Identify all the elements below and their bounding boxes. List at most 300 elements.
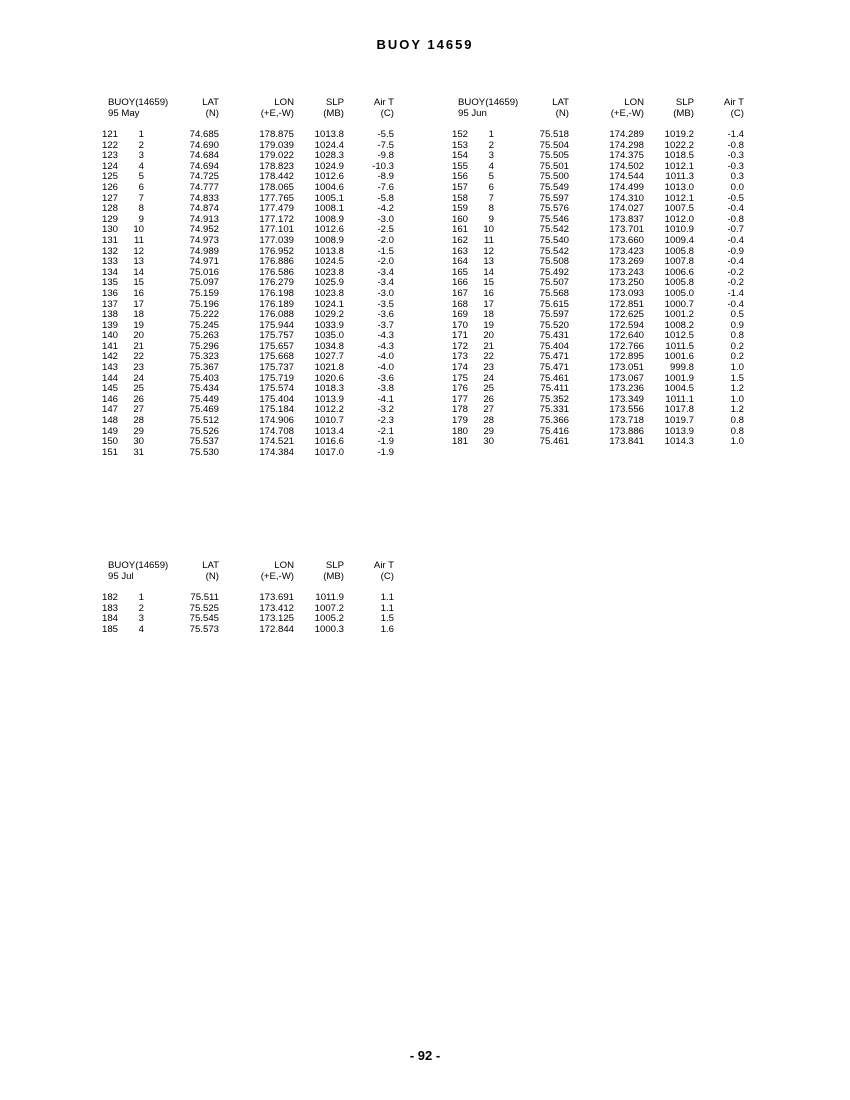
header-slp: SLP [325,560,344,571]
cell-lon: 173.718 [609,415,644,427]
cell-air-temp: -0.4 [727,234,744,246]
header-lat-unit: (N) [205,107,219,119]
cell-day-of-year: 183 [102,602,119,614]
cell-day-of-year: 154 [452,150,469,162]
header-lat: LAT [202,560,219,571]
header-air-unit: (C) [380,107,394,119]
cell-day: 2 [488,139,494,151]
cell-air-temp: -8.9 [377,171,394,183]
cell-air-temp: -0.3 [727,150,744,162]
cell-slp: 1013.8 [314,245,344,257]
cell-day: 1 [488,129,494,140]
cell-day: 28 [133,415,144,427]
cell-air-temp: 1.5 [730,372,744,384]
cell-air-temp: -7.5 [377,139,394,151]
cell-lon: 176.586 [259,266,294,278]
cell-lon: 172.625 [609,309,644,321]
cell-air-temp: -0.7 [727,224,744,236]
cell-slp: 1011.9 [315,592,344,603]
cell-day: 3 [138,613,144,625]
cell-day: 29 [483,425,494,437]
cell-day-of-year: 125 [102,171,119,183]
cell-day-of-year: 124 [102,160,119,172]
cell-day-of-year: 152 [452,129,469,140]
cell-lat: 75.504 [539,139,569,151]
cell-lat: 75.245 [189,319,219,331]
cell-lat: 75.573 [189,623,219,635]
cell-day: 24 [133,372,144,384]
cell-lat: 75.296 [189,340,219,352]
cell-day: 16 [133,287,144,299]
cell-lon: 179.022 [259,150,294,162]
cell-day-of-year: 164 [452,256,469,268]
cell-day-of-year: 170 [452,319,469,331]
cell-day: 7 [488,192,494,204]
cell-slp: 1020.6 [314,372,344,384]
cell-lat: 75.546 [539,213,569,225]
cell-lon: 174.375 [609,150,644,162]
cell-day-of-year: 162 [452,234,469,246]
cell-slp: 1007.5 [664,203,694,215]
cell-lon: 175.757 [259,330,294,342]
cell-day-of-year: 130 [102,224,119,236]
cell-slp: 1000.7 [664,298,694,310]
cell-day-of-year: 135 [102,277,119,289]
cell-air-temp: -9.8 [377,150,394,162]
cell-lat: 75.537 [189,436,219,448]
cell-lon: 176.952 [259,245,294,257]
cell-slp: 1001.6 [664,351,694,363]
cell-day-of-year: 176 [452,383,469,395]
cell-day-of-year: 137 [102,298,119,310]
cell-lon: 178.442 [259,171,294,183]
header-lon: LON [274,97,294,108]
cell-slp: 1008.2 [664,319,694,331]
cell-lat: 75.471 [539,351,569,363]
header-month: 95 Jul [108,570,134,582]
cell-day: 19 [483,319,494,331]
cell-day-of-year: 138 [102,309,119,321]
cell-slp: 1024.1 [314,298,344,310]
cell-day: 10 [133,224,144,236]
cell-slp: 1005.1 [314,192,344,204]
cell-day: 19 [133,319,144,331]
cell-air-temp: -3.6 [377,309,394,321]
cell-slp: 1028.3 [314,150,344,162]
cell-air-temp: 0.9 [730,319,744,331]
cell-lon: 177.479 [259,203,294,215]
cell-lon: 172.895 [609,351,644,363]
cell-air-temp: -0.3 [727,160,744,172]
cell-day: 11 [484,234,494,246]
cell-lon: 173.051 [609,362,644,374]
cell-day: 6 [488,181,494,193]
cell-lon: 173.125 [259,613,294,625]
cell-lon: 173.886 [609,425,644,437]
cell-slp: 1014.3 [664,436,694,448]
cell-air-temp: 1.2 [730,383,744,395]
header-slp-unit: (MB) [323,107,344,119]
cell-day: 20 [483,330,494,342]
cell-air-temp: -0.2 [727,277,744,289]
cell-lat: 75.352 [539,393,569,405]
cell-day-of-year: 151 [102,446,119,458]
cell-day: 30 [133,436,144,448]
cell-lat: 74.694 [189,160,219,172]
header-month: 95 May [108,107,140,119]
header-air-unit: (C) [380,570,394,582]
cell-day: 1 [138,592,144,603]
cell-day: 28 [483,415,494,427]
cell-day-of-year: 158 [452,192,469,204]
cell-air-temp: -2.1 [377,425,394,437]
cell-day: 17 [133,298,144,310]
cell-day: 30 [483,436,494,448]
cell-air-temp: -4.0 [377,351,394,363]
cell-air-temp: -4.0 [377,362,394,374]
cell-lon: 174.708 [259,425,294,437]
cell-day: 4 [138,623,144,635]
header-lon: LON [274,560,294,571]
cell-lat: 74.685 [189,129,219,140]
cell-lat: 75.542 [539,245,569,257]
cell-slp: 1034.8 [314,340,344,352]
cell-day: 12 [483,245,494,257]
cell-air-temp: -10.3 [372,160,394,172]
cell-day-of-year: 147 [102,404,119,416]
cell-slp: 1008.9 [314,234,344,246]
cell-day-of-year: 141 [102,340,119,352]
cell-day: 16 [483,287,494,299]
cell-slp: 1012.1 [664,160,694,172]
cell-air-temp: 0.8 [730,330,744,342]
header-air-unit: (C) [730,107,744,119]
cell-day-of-year: 153 [452,139,469,151]
cell-day-of-year: 166 [452,277,469,289]
cell-day: 9 [138,213,144,225]
cell-day-of-year: 139 [102,319,119,331]
cell-lon: 175.404 [259,393,294,405]
cell-day: 23 [133,362,144,374]
cell-air-temp: -0.8 [727,139,744,151]
cell-air-temp: -0.5 [727,192,744,204]
cell-day: 5 [138,171,144,183]
cell-day-of-year: 149 [102,425,119,437]
cell-lat: 75.518 [539,129,569,140]
cell-air-temp: -2.3 [377,415,394,427]
cell-day: 22 [133,351,144,363]
cell-air-temp: -1.9 [377,446,394,458]
cell-lat: 75.512 [189,415,219,427]
cell-lon: 173.067 [609,372,644,384]
cell-air-temp: 0.8 [730,425,744,437]
cell-slp: 1005.8 [664,245,694,257]
header-air: Air T [723,97,744,108]
cell-lon: 174.544 [609,171,644,183]
cell-day-of-year: 181 [452,436,469,448]
cell-day: 8 [488,203,494,215]
header-slp-unit: (MB) [673,107,694,119]
cell-day-of-year: 146 [102,393,119,405]
cell-air-temp: 1.2 [730,404,744,416]
cell-day-of-year: 132 [102,245,119,257]
cell-day-of-year: 144 [102,372,119,384]
cell-air-temp: -1.4 [727,129,744,140]
cell-day: 1 [138,129,144,140]
cell-lat: 74.690 [189,139,219,151]
cell-lon: 172.594 [609,319,644,331]
cell-air-temp: 1.0 [730,362,744,374]
cell-day: 15 [483,277,494,289]
cell-slp: 1007.8 [664,256,694,268]
cell-day: 22 [483,351,494,363]
cell-day-of-year: 172 [452,340,469,352]
cell-day-of-year: 121 [102,129,119,140]
cell-air-temp: 0.8 [730,415,744,427]
cell-lon: 175.737 [259,362,294,374]
cell-air-temp: -3.4 [377,266,394,278]
cell-slp: 1029.2 [314,309,344,321]
cell-air-temp: -3.0 [377,213,394,225]
cell-day: 25 [133,383,144,395]
cell-lon: 178.875 [259,129,294,140]
header-air: Air T [373,97,394,108]
header-lon-unit: (+E,-W) [610,107,644,119]
cell-slp: 1009.4 [664,234,694,246]
cell-slp: 1012.6 [314,224,344,236]
cell-day: 20 [133,330,144,342]
cell-day-of-year: 143 [102,362,119,374]
cell-day: 26 [133,393,144,405]
cell-lon: 174.521 [259,436,294,448]
header-lon: LON [624,97,644,108]
cell-slp: 1024.4 [314,139,344,151]
cell-air-temp: -3.4 [377,277,394,289]
cell-day: 26 [483,393,494,405]
cell-slp: 1013.0 [664,181,694,193]
cell-day: 5 [488,171,494,183]
cell-air-temp: -5.8 [377,192,394,204]
cell-air-temp: -2.5 [377,224,394,236]
cell-slp: 1004.5 [664,383,694,395]
cell-day: 27 [483,404,494,416]
cell-day: 18 [483,309,494,321]
cell-slp: 1013.8 [314,129,344,140]
cell-lon: 174.298 [609,139,644,151]
cell-slp: 1013.4 [314,425,344,437]
cell-lat: 75.403 [189,372,219,384]
cell-lon: 174.310 [609,192,644,204]
cell-lat: 75.508 [539,256,569,268]
cell-lon: 175.668 [259,351,294,363]
cell-air-temp: 1.6 [380,623,394,635]
cell-slp: 1012.5 [664,330,694,342]
cell-slp: 1023.8 [314,287,344,299]
cell-lat: 75.449 [189,393,219,405]
cell-air-temp: 1.5 [380,613,394,625]
cell-air-temp: -0.2 [727,266,744,278]
cell-air-temp: -3.0 [377,287,394,299]
cell-lon: 174.027 [609,203,644,215]
cell-day: 14 [133,266,144,278]
cell-lon: 174.384 [259,446,294,458]
cell-day: 27 [133,404,144,416]
cell-air-temp: -2.0 [377,256,394,268]
header-slp: SLP [325,97,344,108]
cell-day: 31 [133,446,144,458]
cell-lat: 75.411 [540,383,569,395]
header-slp-unit: (MB) [323,570,344,582]
cell-day: 2 [138,139,144,151]
cell-day: 12 [133,245,144,257]
cell-lat: 75.222 [189,309,219,321]
cell-day-of-year: 185 [102,623,119,635]
cell-slp: 1001.9 [664,372,694,384]
cell-slp: 1005.0 [664,287,694,299]
cell-lon: 174.906 [259,415,294,427]
cell-day: 7 [138,192,144,204]
page-title: BUOY 14659 [376,37,474,52]
cell-lon: 172.766 [609,340,644,352]
cell-lat: 75.540 [539,234,569,246]
cell-lon: 173.691 [259,592,294,603]
cell-lon: 173.423 [609,245,644,257]
header-lat-unit: (N) [205,570,219,582]
header-lon-unit: (+E,-W) [260,570,294,582]
cell-day-of-year: 122 [102,139,119,151]
cell-slp: 1021.8 [314,362,344,374]
cell-day: 13 [133,256,144,268]
cell-air-temp: 0.0 [730,181,744,193]
cell-slp: 1012.6 [314,171,344,183]
cell-day: 11 [134,234,144,246]
cell-day-of-year: 156 [452,171,469,183]
cell-lon: 176.279 [259,277,294,289]
cell-air-temp: 0.2 [730,340,744,352]
cell-air-temp: -0.8 [727,213,744,225]
cell-slp: 1012.0 [664,213,694,225]
cell-day: 10 [483,224,494,236]
cell-lon: 176.189 [259,298,294,310]
cell-lat: 74.973 [189,234,219,246]
cell-day-of-year: 157 [452,181,469,193]
cell-air-temp: 0.2 [730,351,744,363]
cell-lon: 172.844 [259,623,294,635]
cell-air-temp: 1.0 [730,436,744,448]
cell-slp: 1008.9 [314,213,344,225]
cell-air-temp: -1.5 [377,245,394,257]
cell-day: 4 [488,160,494,172]
cell-lat: 75.576 [539,203,569,215]
cell-slp: 1033.9 [314,319,344,331]
header-buoy: BUOY(14659) [458,97,519,108]
cell-day: 6 [138,181,144,193]
cell-day-of-year: 126 [102,181,119,193]
cell-lon: 174.502 [609,160,644,172]
cell-lat: 75.366 [539,415,569,427]
cell-lon: 173.236 [609,383,644,395]
cell-lat: 74.684 [189,150,219,162]
cell-air-temp: -4.2 [377,203,394,215]
cell-air-temp: -2.0 [377,234,394,246]
header-buoy: BUOY(14659) [108,560,169,571]
cell-lat: 75.159 [189,287,219,299]
cell-day-of-year: 165 [452,266,469,278]
cell-lat: 75.526 [189,425,219,437]
cell-air-temp: -1.9 [377,436,394,448]
cell-slp: 1008.1 [314,203,344,215]
cell-air-temp: -3.8 [377,383,394,395]
cell-air-temp: -4.1 [377,393,394,405]
cell-air-temp: -4.3 [377,340,394,352]
cell-day: 17 [483,298,494,310]
cell-slp: 1019.7 [664,415,694,427]
cell-slp: 1027.7 [314,351,344,363]
cell-day: 21 [483,340,494,352]
cell-day-of-year: 175 [452,372,469,384]
cell-slp: 1000.3 [314,623,344,635]
cell-slp: 1017.8 [664,404,694,416]
cell-lon: 172.640 [609,330,644,342]
header-lat-unit: (N) [555,107,569,119]
cell-lon: 175.657 [259,340,294,352]
cell-lat: 75.196 [189,298,219,310]
cell-lon: 177.765 [259,192,294,204]
cell-lat: 75.545 [189,613,219,625]
cell-lon: 173.837 [609,213,644,225]
cell-lat: 75.404 [539,340,569,352]
cell-air-temp: 0.3 [730,171,744,183]
cell-lon: 173.412 [259,602,294,614]
cell-lat: 74.913 [189,213,219,225]
cell-day-of-year: 127 [102,192,119,204]
cell-slp: 1019.2 [664,129,694,140]
cell-day-of-year: 180 [452,425,469,437]
cell-day-of-year: 174 [452,362,469,374]
cell-slp: 1006.6 [664,266,694,278]
cell-slp: 1023.8 [314,266,344,278]
cell-day-of-year: 123 [102,150,119,162]
cell-day-of-year: 173 [452,351,469,363]
cell-slp: 1013.9 [314,393,344,405]
cell-lon: 177.039 [259,234,294,246]
header-air: Air T [373,560,394,571]
cell-slp: 1025.9 [314,277,344,289]
cell-day: 2 [138,602,144,614]
cell-lat: 75.016 [189,266,219,278]
cell-slp: 1011.1 [665,393,694,405]
cell-lon: 173.349 [609,393,644,405]
cell-lat: 75.461 [539,372,569,384]
cell-day-of-year: 161 [452,224,469,236]
cell-day: 8 [138,203,144,215]
cell-day-of-year: 155 [452,160,469,172]
cell-day-of-year: 177 [452,393,469,405]
cell-lon: 175.184 [259,404,294,416]
cell-lat: 75.263 [189,330,219,342]
cell-slp: 1011.5 [665,340,694,352]
cell-lat: 74.874 [189,203,219,215]
cell-lon: 178.065 [259,181,294,193]
cell-air-temp: -1.4 [727,287,744,299]
cell-lon: 175.944 [259,319,294,331]
cell-lat: 74.952 [189,224,219,236]
cell-lat: 75.471 [539,362,569,374]
cell-day: 29 [133,425,144,437]
cell-slp: 999.8 [669,362,694,374]
cell-day-of-year: 184 [102,613,119,625]
cell-day-of-year: 134 [102,266,119,278]
